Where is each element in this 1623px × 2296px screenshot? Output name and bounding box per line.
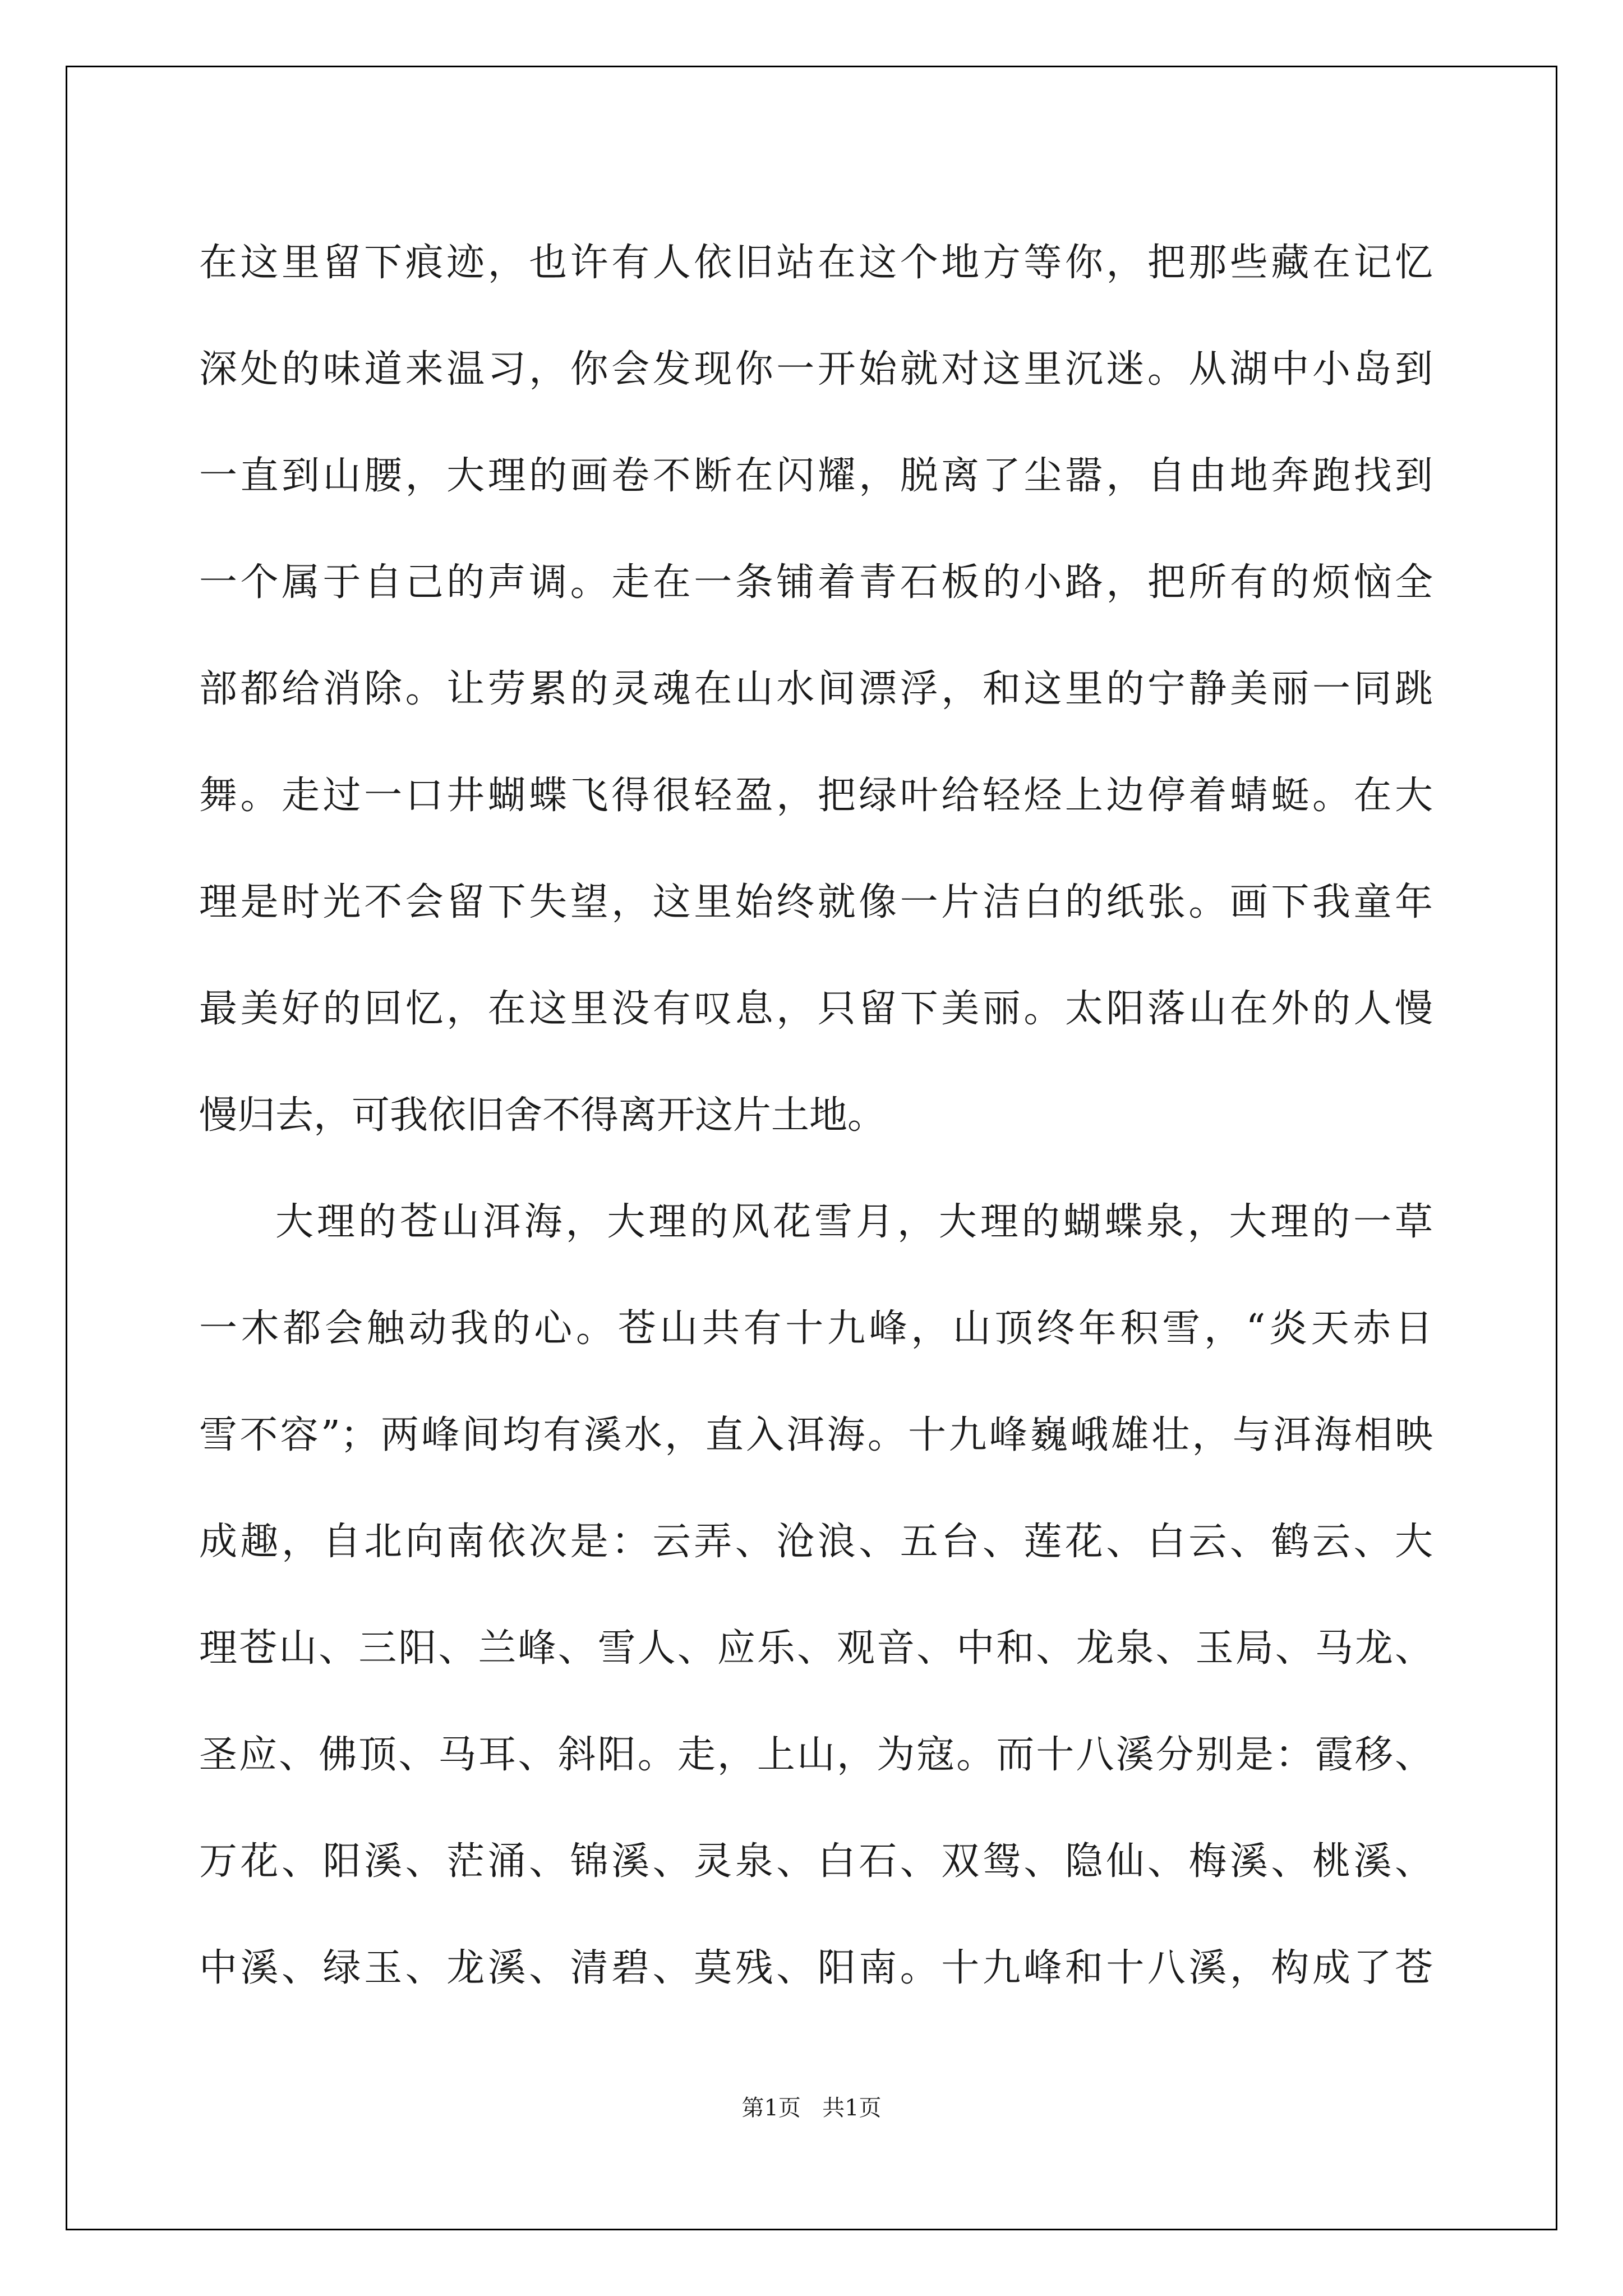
text-line: 在这里留下痕迹，也许有人依旧站在这个地方等你，把那些藏在记忆 — [199, 241, 1433, 285]
text-line: 一个属于自己的声调。走在一条铺着青石板的小路，把所有的烦恼全 — [199, 560, 1433, 605]
text-line: 舞。走过一口井蝴蝶飞得很轻盈，把绿叶给轻烃上边停着蜻蜓。在大 — [199, 774, 1433, 818]
text-line: 一直到山腰，大理的画卷不断在闪耀，脱离了尘嚣，自由地奔跑找到 — [199, 454, 1433, 498]
text-line: 一木都会触动我的心。苍山共有十九峰，山顶终年积雪，“炎天赤日 — [199, 1306, 1433, 1351]
text-line: 雪不容”；两峰间均有溪水，直入洱海。十九峰巍峨雄壮，与洱海相映 — [199, 1413, 1433, 1457]
page-footer — [0, 2090, 1623, 2122]
page-total: 共1页 — [822, 2095, 882, 2121]
text-line: 圣应、佛顶、马耳、斜阳。走，上山，为寇。而十八溪分别是：霞移、 — [199, 1733, 1433, 1777]
text-line: 深处的味道来温习，你会发现你一开始就对这里沉迷。从湖中小岛到 — [199, 347, 1433, 392]
paragraph-start-line: 大理的苍山洱海，大理的风花雪月，大理的蝴蝶泉，大理的一草 — [275, 1200, 1433, 1244]
text-line: 理是时光不会留下失望，这里始终就像一片洁白的纸张。画下我童年 — [199, 880, 1433, 924]
page-number: 第1页 — [741, 2095, 801, 2121]
document-body — [199, 210, 1433, 2022]
text-line: 成趣，自北向南依次是：云弄、沧浪、五台、莲花、白云、鹤云、大 — [199, 1520, 1433, 1564]
text-line: 理苍山、三阳、兰峰、雪人、应乐、观音、中和、龙泉、玉局、马龙、 — [199, 1626, 1433, 1671]
text-line: 最美好的回忆，在这里没有叹息，只留下美丽。太阳落山在外的人慢 — [199, 987, 1433, 1031]
text-line: 中溪、绿玉、龙溪、清碧、莫残、阳南。十九峰和十八溪，构成了苍 — [199, 1946, 1433, 1990]
text-line: 万花、阳溪、茫涌、锦溪、灵泉、白石、双鸳、隐仙、梅溪、桃溪、 — [199, 1839, 1433, 1884]
text-line: 慢归去，可我依旧舍不得离开这片土地。 — [199, 1093, 886, 1138]
text-line: 部都给消除。让劳累的灵魂在山水间漂浮，和这里的宁静美丽一同跳 — [199, 667, 1433, 711]
